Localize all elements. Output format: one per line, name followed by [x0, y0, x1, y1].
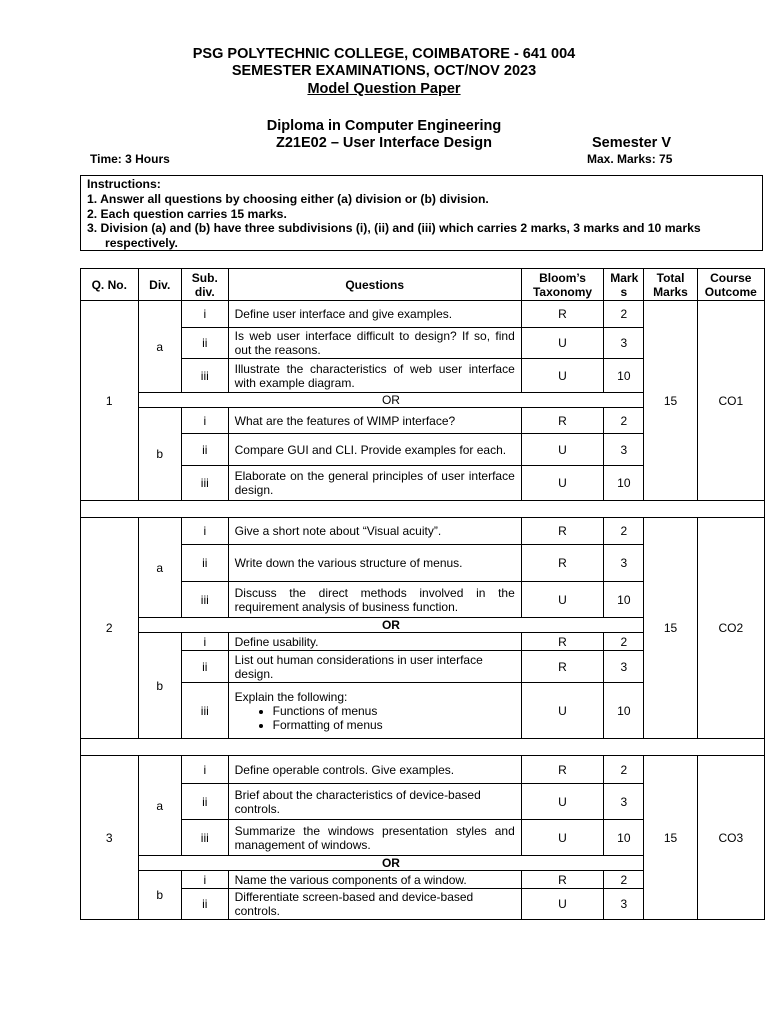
instruction-line: respectively. [105, 236, 178, 251]
col-total: Total Marks [644, 269, 697, 301]
college-name: PSG POLYTECHNIC COLLEGE, COIMBATORE - 641 004 [192, 46, 576, 62]
subdiv-cell: ii [181, 434, 228, 466]
bloom-cell: R [521, 651, 604, 683]
question-text: Summarize the windows presentation styles and management of windows. [228, 820, 521, 856]
question-text: Is web user interface difficult to design? If so, find out the reasons. [228, 328, 521, 359]
subdiv-cell: iii [181, 359, 228, 393]
bloom-cell: R [521, 301, 604, 328]
div-cell: b [138, 408, 181, 501]
question-text: Give a short note about “Visual acuity”. [228, 518, 521, 545]
marks-cell: 2 [604, 633, 644, 651]
bloom-cell: U [521, 820, 604, 856]
marks-cell: 3 [604, 434, 644, 466]
question-text: Illustrate the characteristics of web user interface with example diagram. [228, 359, 521, 393]
question-text: Discuss the direct methods involved in the requirement analysis of business function. [228, 582, 521, 618]
question-table [80, 268, 765, 920]
marks-cell: 2 [604, 408, 644, 434]
question-text: Name the various components of a window. [228, 871, 521, 889]
marks-cell: 2 [604, 756, 644, 784]
marks-cell: 10 [604, 820, 644, 856]
subdiv-cell: i [181, 301, 228, 328]
col-marks: Mark s [604, 269, 644, 301]
marks-cell: 10 [604, 582, 644, 618]
subdiv-cell: i [181, 871, 228, 889]
bloom-cell: R [521, 633, 604, 651]
qno-cell: 2 [81, 518, 139, 739]
div-cell: b [138, 633, 181, 739]
marks-cell: 2 [604, 518, 644, 545]
question-text: Define usability. [228, 633, 521, 651]
marks-cell: 3 [604, 545, 644, 582]
subdiv-cell: ii [181, 328, 228, 359]
question-text: Explain the following: [234, 689, 348, 704]
list-item: • Functions of menus [273, 704, 515, 718]
col-questions: Questions [228, 269, 521, 301]
total-marks-cell: 15 [644, 756, 697, 920]
instruction-line: 2. Each question carries 15 marks. [87, 206, 287, 221]
bloom-cell: R [521, 871, 604, 889]
bloom-cell: U [521, 328, 604, 359]
course-outcome-cell: CO2 [697, 518, 764, 739]
col-subdiv: Sub. div. [181, 269, 228, 301]
question-text-cell [228, 683, 521, 739]
qno-cell: 3 [81, 756, 139, 920]
semester: Semester V [592, 135, 671, 151]
marks-cell: 2 [604, 871, 644, 889]
or-separator: OR [138, 393, 644, 408]
question-text: Define user interface and give examples. [228, 301, 521, 328]
subdiv-cell: i [181, 633, 228, 651]
subdiv-cell: i [181, 408, 228, 434]
subdiv-cell: ii [181, 545, 228, 582]
table-row [81, 518, 765, 545]
bullet-list [235, 704, 515, 732]
bloom-cell: R [521, 545, 604, 582]
list-item: • Formatting of menus [273, 718, 515, 732]
question-text: Define operable controls. Give examples. [228, 756, 521, 784]
or-separator: OR [138, 618, 644, 633]
bloom-cell: U [521, 434, 604, 466]
col-qno: Q. No. [81, 269, 139, 301]
subdiv-cell: i [181, 756, 228, 784]
table-header-row [81, 269, 765, 301]
exam-title: SEMESTER EXAMINATIONS, OCT/NOV 2023 [231, 63, 537, 79]
bloom-cell: U [521, 683, 604, 739]
question-text: Brief about the characteristics of device-based controls. [228, 784, 521, 820]
question-text: Write down the various structure of menus. [228, 545, 521, 582]
question-text: Elaborate on the general principles of user interface design. [228, 466, 521, 501]
div-cell: a [138, 518, 181, 618]
subdiv-cell: ii [181, 784, 228, 820]
question-text: Differentiate screen-based and device-based controls. [228, 889, 521, 920]
bloom-cell: U [521, 582, 604, 618]
subdiv-cell: i [181, 518, 228, 545]
instruction-line: 1. Answer all questions by choosing either (a) division or (b) division. [87, 191, 489, 206]
bloom-cell: R [521, 518, 604, 545]
table-row [81, 301, 765, 328]
marks-cell: 3 [604, 784, 644, 820]
spacer-row [81, 501, 765, 518]
qno-cell: 1 [81, 301, 139, 501]
program-name: Diploma in Computer Engineering [266, 118, 502, 134]
subdiv-cell: iii [181, 466, 228, 501]
course-title: Z21E02 – User Interface Design [276, 135, 492, 151]
bloom-cell: U [521, 889, 604, 920]
max-marks: Max. Marks: 75 [587, 152, 673, 166]
total-marks-cell: 15 [644, 518, 697, 739]
marks-cell: 2 [604, 301, 644, 328]
course-outcome-cell: CO1 [697, 301, 764, 501]
bloom-cell: U [521, 466, 604, 501]
question-text: List out human considerations in user interface design. [228, 651, 521, 683]
question-text: Compare GUI and CLI. Provide examples for each. [228, 434, 521, 466]
div-cell: b [138, 871, 181, 920]
instructions-box [80, 175, 763, 251]
or-separator: OR [138, 856, 644, 871]
col-bloom: Bloom’s Taxonomy [521, 269, 604, 301]
marks-cell: 3 [604, 651, 644, 683]
bloom-cell: R [521, 756, 604, 784]
marks-cell: 10 [604, 466, 644, 501]
div-cell: a [138, 756, 181, 856]
bloom-cell: U [521, 784, 604, 820]
subdiv-cell: ii [181, 889, 228, 920]
spacer-row [81, 739, 765, 756]
subdiv-cell: iii [181, 683, 228, 739]
time-allowed: Time: 3 Hours [90, 152, 170, 166]
paper-type: Model Question Paper [307, 81, 461, 97]
total-marks-cell: 15 [644, 301, 697, 501]
div-cell: a [138, 301, 181, 393]
table-row [81, 756, 765, 784]
col-co: Course Outcome [697, 269, 764, 301]
instruction-line: 3. Division (a) and (b) have three subdivisions (i), (ii) and (iii) which carries 2 marks, 3 marks and 10 marks [87, 221, 701, 236]
question-text: What are the features of WIMP interface? [228, 408, 521, 434]
bloom-cell: R [521, 408, 604, 434]
subdiv-cell: iii [181, 582, 228, 618]
subdiv-cell: ii [181, 651, 228, 683]
marks-cell: 3 [604, 889, 644, 920]
bloom-cell: U [521, 359, 604, 393]
course-outcome-cell: CO3 [697, 756, 764, 920]
col-div: Div. [138, 269, 181, 301]
marks-cell: 10 [604, 359, 644, 393]
instructions-title: Instructions: [87, 177, 161, 191]
subdiv-cell: iii [181, 820, 228, 856]
marks-cell: 3 [604, 328, 644, 359]
marks-cell: 10 [604, 683, 644, 739]
